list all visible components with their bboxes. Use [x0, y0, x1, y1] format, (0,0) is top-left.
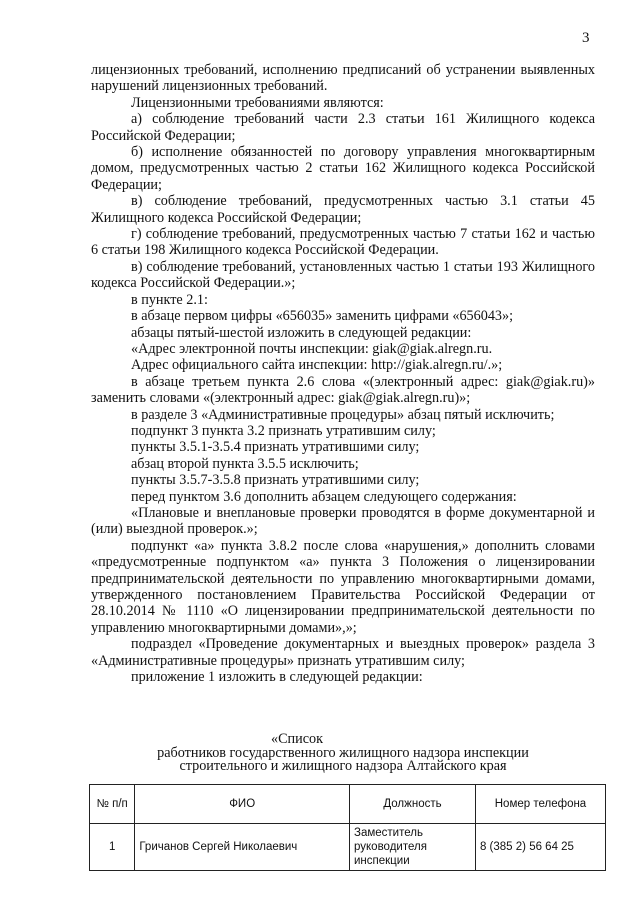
- paragraph: в абзаце третьем пункта 2.6 слова «(электронный адрес: giak@giak.ru)» заменить словами «(электронный адрес: giak@giak.alregn.ru)»;: [91, 373, 595, 407]
- paragraph: абзац второй пункта 3.5.5 исключить;: [131, 455, 359, 472]
- paragraph: подраздел «Проведение документарных и выездных проверок» раздела 3 «Административные процедуры» признать утратившим силу;: [91, 636, 595, 669]
- row-fio: Гричанов Сергей Николаевич: [135, 824, 350, 871]
- table-row: [90, 824, 606, 871]
- paragraph: подпункт «а» пункта 3.8.2 после слова «нарушения,» дополнить словами «предусмотренные подпунктом «а» пункта 3 Положения о лицензировании предпринимательской деятельности по управлению многоквартирными домами, утвержденного постановлением Правительства Российской Федерации от 28.10.2014 № 1110 «О лицензировании предпринимательской деятельности по управлению многоквартирными домами»,»;: [91, 537, 595, 636]
- paragraph: б) исполнение обязанностей по договору управления многоквартирным домом, предусмотренных частью 2 статьи 162 Жилищного кодекса Российской Федерации;: [91, 144, 595, 193]
- header-position: Должность: [350, 785, 476, 824]
- paragraph: пункты 3.5.1-3.5.4 признать утратившими силу;: [131, 439, 420, 456]
- list-title-heading: «Список: [271, 731, 324, 747]
- header-fio: ФИО: [135, 785, 350, 824]
- paragraph: в) соблюдение требований, установленных частью 1 статьи 193 Жилищного кодекса Российской Федерации.»;: [91, 258, 595, 292]
- list-title-line-2: работников государственного жилищного надзора инспекции: [157, 744, 529, 761]
- staff-table: [89, 784, 606, 871]
- paragraph: абзацы пятый-шестой изложить в следующей редакции:: [131, 324, 472, 341]
- paragraph: Адрес официального сайта инспекции: http://giak.alregn.ru/.»;: [131, 357, 503, 374]
- row-position: Заместитель руководителя инспекции: [350, 824, 476, 871]
- paragraph: а) соблюдение требований части 2.3 статьи 161 Жилищного кодекса Российской Федерации;: [91, 111, 595, 144]
- paragraph: «Плановые и внеплановые проверки проводятся в форме документарной и (или) выездной проверок.»;: [91, 504, 595, 538]
- row-num: 1: [90, 824, 135, 871]
- paragraph: подпункт 3 пункта 3.2 признать утратившим силу;: [131, 422, 436, 439]
- paragraph: перед пунктом 3.6 дополнить абзацем следующего содержания:: [131, 488, 517, 505]
- table-header-row: [90, 785, 606, 824]
- paragraph: в пункте 2.1:: [131, 291, 208, 308]
- document-body: [91, 62, 595, 685]
- paragraph: приложение 1 изложить в следующей редакции:: [131, 669, 423, 686]
- header-phone: Номер телефона: [475, 785, 605, 824]
- paragraph: в разделе 3 «Административные процедуры» абзац пятый исключить;: [131, 406, 555, 423]
- page-number: 3: [582, 30, 590, 46]
- paragraph: лицензионных требований, исполнению предписаний об устранении выявленных нарушений лицензионных требований.: [91, 62, 595, 95]
- list-title-line-3: строительного и жилищного надзора Алтайского края: [179, 758, 507, 775]
- paragraph: пункты 3.5.7-3.5.8 признать утратившими силу;: [131, 472, 420, 489]
- header-num: № п/п: [90, 785, 135, 824]
- list-title: [91, 733, 595, 774]
- row-phone: 8 (385 2) 56 64 25: [475, 824, 605, 871]
- paragraph: «Адрес электронной почты инспекции: giak@giak.alregn.ru.: [131, 340, 493, 357]
- paragraph: в абзаце первом цифры «656035» заменить цифрами «656043»;: [131, 308, 514, 325]
- paragraph: Лицензионными требованиями являются:: [131, 94, 384, 111]
- paragraph: в) соблюдение требований, предусмотренных частью 3.1 статьи 45 Жилищного кодекса Российской Федерации;: [91, 193, 595, 226]
- paragraph: г) соблюдение требований, предусмотренных частью 7 статьи 162 и частью 6 статьи 198 Жилищного кодекса Российской Федерации.: [91, 226, 595, 259]
